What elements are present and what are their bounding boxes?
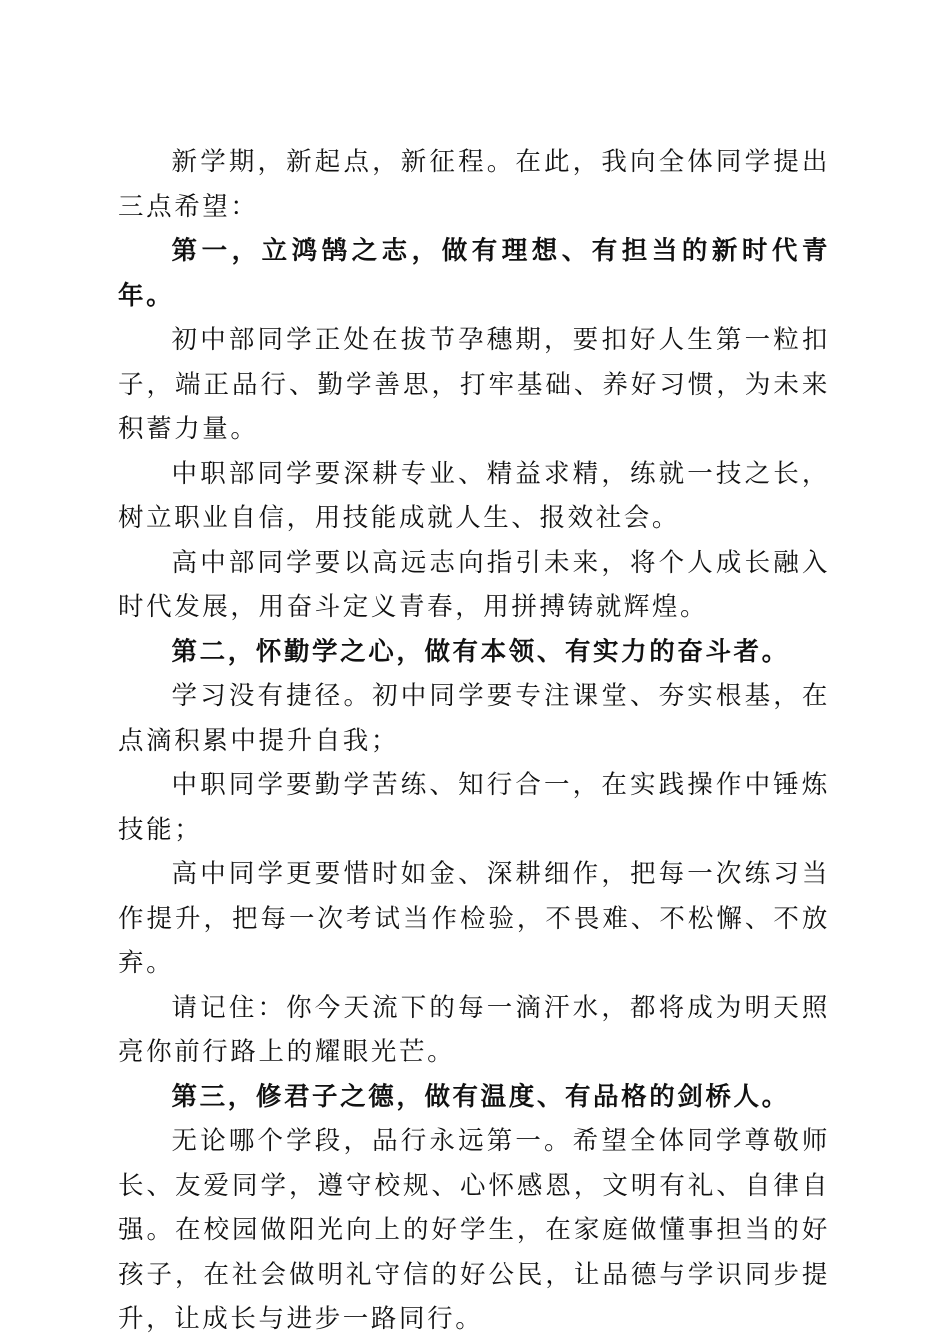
- paragraph-study-senior: 高中同学更要惜时如金、深耕细作，把每一次练习当作提升，把每一次考试当作检验，不畏难、不松懈、不放弃。: [118, 859, 830, 978]
- paragraph-junior-high: 初中部同学正处在拔节孕穗期，要扣好人生第一粒扣子，端正品行、勤学善思，打牢基础、养好习惯，为未来积蓄力量。: [118, 325, 830, 444]
- heading-first-hope: 第一，立鸿鹄之志，做有理想、有担当的新时代青年。: [118, 236, 830, 311]
- heading-second-hope: 第二，怀勤学之心，做有本领、有实力的奋斗者。: [171, 636, 790, 667]
- paragraph-character: 无论哪个学段，品行永远第一。希望全体同学尊敬师长、友爱同学，遵守校规、心怀感恩，文明有礼、自律自强。在校园做阳光向上的好学生，在家庭做懂事担当的好孩子，在社会做明礼守信的好公民，让品德与学识同步提升，让成长与进步一路同行。: [118, 1126, 830, 1334]
- document-body: [118, 140, 830, 1342]
- paragraph-vocational: 中职部同学要深耕专业、精益求精，练就一技之长，树立职业自信，用技能成就人生、报效社会。: [118, 458, 830, 533]
- paragraph-intro: 新学期，新起点，新征程。在此，我向全体同学提出三点希望：: [118, 147, 830, 222]
- paragraph-study-junior: 学习没有捷径。初中同学要专注课堂、夯实根基，在点滴积累中提升自我；: [118, 681, 830, 756]
- heading-third-hope: 第三，修君子之德，做有温度、有品格的剑桥人。: [171, 1081, 790, 1112]
- paragraph-senior-high: 高中部同学要以高远志向指引未来，将个人成长融入时代发展，用奋斗定义青春，用拼搏铸就辉煌。: [118, 547, 830, 622]
- paragraph-study-vocational: 中职同学要勤学苦练、知行合一，在实践操作中锤炼技能；: [118, 770, 830, 845]
- paragraph-remember: 请记住：你今天流下的每一滴汗水，都将成为明天照亮你前行路上的耀眼光芒。: [118, 992, 830, 1067]
